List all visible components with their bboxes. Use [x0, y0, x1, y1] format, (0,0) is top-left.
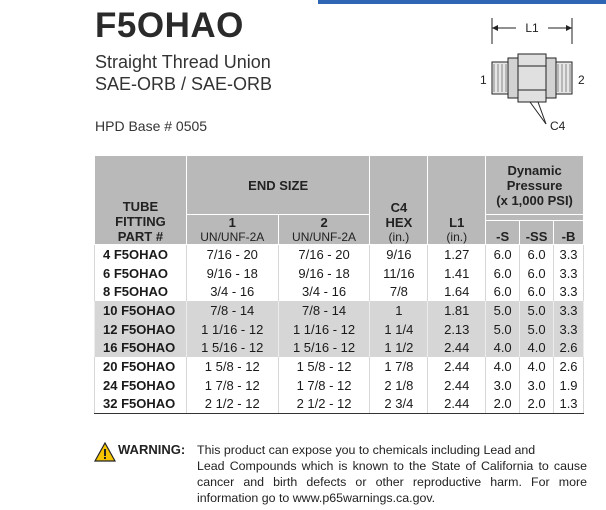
header-c4-line-2: HEX	[385, 215, 413, 230]
header-dynamic-pressure	[486, 156, 584, 215]
end-2-size-cell: 1 7/8 - 12	[278, 376, 370, 395]
warning-text-rest: Lead Compounds which is known to the State of California to cause cancer and birth defects or other reproductive harm. For more information go to www.p65warnings.ca.gov.	[197, 459, 587, 505]
part-number-cell: 10 F5OHAO	[95, 301, 187, 320]
header-l1-line: L1	[449, 215, 465, 230]
c4-hex-cell: 1 7/8	[370, 357, 428, 376]
part-number-cell: 16 F5OHAO	[95, 338, 187, 357]
l1-length-cell: 1.81	[428, 301, 486, 320]
table-body	[95, 245, 584, 414]
header-pressure-line-2: Pressure	[506, 177, 563, 193]
pressure-b-cell: 2.6	[554, 338, 584, 357]
part-number-cell: 8 F5OHAO	[95, 282, 187, 301]
header-end-2-number: 2	[320, 215, 328, 230]
product-thread-type: SAE-ORB / SAE-ORB	[95, 74, 273, 94]
header-end-size: END SIZE	[186, 156, 370, 215]
c4-hex-cell: 11/16	[370, 264, 428, 283]
l1-length-cell: 1.27	[428, 245, 486, 264]
c4-hex-cell: 7/8	[370, 282, 428, 301]
header-l1-unit: (in.)	[446, 230, 468, 244]
pressure-s-cell: 2.0	[486, 395, 520, 414]
end-2-size-cell: 9/16 - 18	[278, 264, 370, 283]
pressure-b-cell: 3.3	[554, 320, 584, 339]
part-number-cell: 6 F5OHAO	[95, 264, 187, 283]
part-number-cell: 32 F5OHAO	[95, 395, 187, 414]
pressure-ss-cell: 6.0	[520, 245, 554, 264]
header-end-1-number: 1	[228, 215, 236, 230]
end-1-label: 1	[480, 73, 487, 87]
end-1-size-cell: 7/8 - 14	[186, 301, 278, 320]
pressure-s-cell: 6.0	[486, 264, 520, 283]
end-1-size-cell: 1 5/16 - 12	[186, 338, 278, 357]
pressure-b-cell: 3.3	[554, 282, 584, 301]
pressure-s-cell: 5.0	[486, 320, 520, 339]
product-subtitle: Straight Thread Union	[95, 52, 271, 72]
header-c4-line-1: C4	[390, 200, 408, 215]
end-1-size-cell: 3/4 - 16	[186, 282, 278, 301]
l1-length-cell: 2.44	[428, 395, 486, 414]
pressure-s-cell: 4.0	[486, 338, 520, 357]
end-2-size-cell: 7/8 - 14	[278, 301, 370, 320]
pressure-s-cell: 3.0	[486, 376, 520, 395]
l1-dimension-label: L1	[525, 21, 539, 35]
warning-label: WARNING:	[118, 442, 186, 457]
header-end-1-thread: UN/UNF-2A	[200, 230, 265, 244]
table-row	[95, 395, 584, 414]
l1-length-cell: 2.13	[428, 320, 486, 339]
header-end-2	[278, 215, 370, 245]
c4-hex-cell: 2 1/8	[370, 376, 428, 395]
pressure-b-cell: 3.3	[554, 245, 584, 264]
end-1-size-cell: 7/16 - 20	[186, 245, 278, 264]
table-row	[95, 320, 584, 339]
l1-length-cell: 1.64	[428, 282, 486, 301]
end-1-size-cell: 9/16 - 18	[186, 264, 278, 283]
header-pressure-ss: -SS	[520, 221, 554, 245]
pressure-s-cell: 4.0	[486, 357, 520, 376]
fitting-diagram	[470, 14, 600, 144]
pressure-s-cell: 6.0	[486, 245, 520, 264]
end-2-size-cell: 1 1/16 - 12	[278, 320, 370, 339]
header-end-1	[186, 215, 278, 245]
specification-table	[94, 155, 584, 414]
end-1-size-cell: 1 1/16 - 12	[186, 320, 278, 339]
header-part-line-3: PART #	[117, 229, 164, 244]
pressure-b-cell: 3.3	[554, 264, 584, 283]
end-2-label: 2	[578, 73, 585, 87]
l1-length-cell: 2.44	[428, 357, 486, 376]
end-2-size-cell: 7/16 - 20	[278, 245, 370, 264]
header-pressure-line-1: Dynamic	[507, 162, 562, 178]
c4-hex-cell: 1 1/2	[370, 338, 428, 357]
table-row	[95, 282, 584, 301]
c4-hex-cell: 1	[370, 301, 428, 320]
c4-hex-label: C4	[550, 119, 566, 133]
header-pressure-line-3: (x 1,000 PSI)	[496, 192, 573, 208]
warning-line-1: This product can expose you to chemicals including Lead and	[197, 443, 536, 457]
l1-length-cell: 2.44	[428, 338, 486, 357]
c4-hex-cell: 9/16	[370, 245, 428, 264]
pressure-b-cell: 1.3	[554, 395, 584, 414]
part-number-cell: 12 F5OHAO	[95, 320, 187, 339]
table-row	[95, 301, 584, 320]
pressure-b-cell: 2.6	[554, 357, 584, 376]
header-pressure-b: -B	[554, 221, 584, 245]
end-2-size-cell: 1 5/8 - 12	[278, 357, 370, 376]
part-number-cell: 4 F5OHAO	[95, 245, 187, 264]
pressure-ss-cell: 5.0	[520, 301, 554, 320]
header-part-number	[95, 156, 187, 245]
l1-length-cell: 2.44	[428, 376, 486, 395]
pressure-ss-cell: 3.0	[520, 376, 554, 395]
header-l1	[428, 156, 486, 245]
header-c4-hex	[370, 156, 428, 245]
table-row	[95, 338, 584, 357]
end-1-size-cell: 1 7/8 - 12	[186, 376, 278, 395]
table-row	[95, 357, 584, 376]
part-number-cell: 20 F5OHAO	[95, 357, 187, 376]
end-2-size-cell: 1 5/16 - 12	[278, 338, 370, 357]
header-pressure-s: -S	[486, 221, 520, 245]
top-accent-bar	[318, 0, 606, 4]
part-number-cell: 24 F5OHAO	[95, 376, 187, 395]
pressure-s-cell: 5.0	[486, 301, 520, 320]
end-1-size-cell: 2 1/2 - 12	[186, 395, 278, 414]
pressure-ss-cell: 5.0	[520, 320, 554, 339]
warning-triangle-icon	[94, 442, 116, 462]
c4-hex-cell: 1 1/4	[370, 320, 428, 339]
end-2-size-cell: 3/4 - 16	[278, 282, 370, 301]
pressure-ss-cell: 4.0	[520, 357, 554, 376]
pressure-ss-cell: 6.0	[520, 264, 554, 283]
pressure-ss-cell: 4.0	[520, 338, 554, 357]
pressure-b-cell: 1.9	[554, 376, 584, 395]
pressure-ss-cell: 2.0	[520, 395, 554, 414]
product-title: F5OHAO	[95, 6, 244, 45]
pressure-s-cell: 6.0	[486, 282, 520, 301]
pressure-b-cell: 3.3	[554, 301, 584, 320]
header-part-line-1: TUBE	[122, 199, 159, 214]
hpd-base-number: HPD Base # 0505	[95, 118, 208, 134]
pressure-ss-cell: 6.0	[520, 282, 554, 301]
table-row	[95, 245, 584, 264]
end-1-size-cell: 1 5/8 - 12	[186, 357, 278, 376]
c4-hex-cell: 2 3/4	[370, 395, 428, 414]
table-row	[95, 376, 584, 395]
header-part-line-2: FITTING	[115, 214, 166, 229]
l1-length-cell: 1.41	[428, 264, 486, 283]
header-c4-unit: (in.)	[388, 230, 410, 244]
table-row	[95, 264, 584, 283]
header-end-2-thread: UN/UNF-2A	[292, 230, 357, 244]
end-2-size-cell: 2 1/2 - 12	[278, 395, 370, 414]
